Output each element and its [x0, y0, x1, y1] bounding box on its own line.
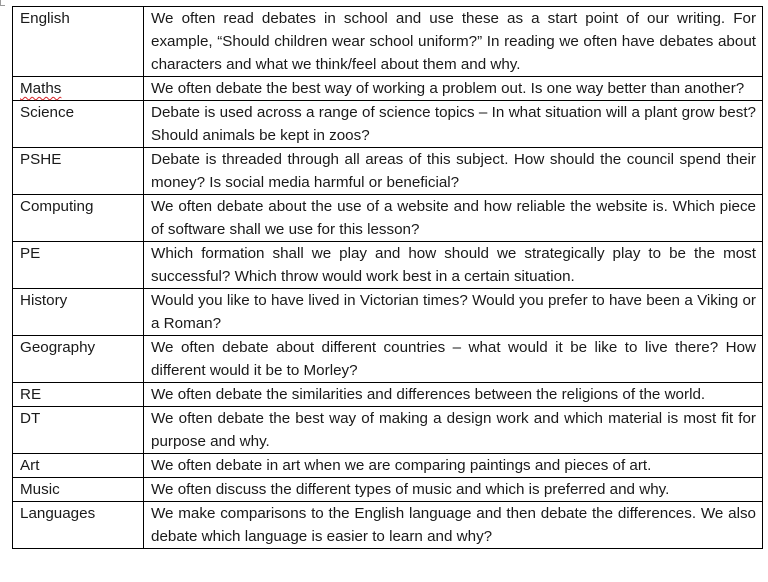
subject-cell	[13, 77, 144, 101]
subject-cell: Music	[13, 478, 144, 502]
spellcheck-underlined-word: Maths	[20, 80, 62, 97]
subject-cell: PSHE	[13, 148, 144, 195]
table-row	[13, 478, 763, 502]
description-cell: Debate is threaded through all areas of this subject. How should the council spend their money? Is social media harmful or beneficial?	[144, 148, 763, 195]
subject-cell: English	[13, 7, 144, 77]
description-cell: We often debate in art when we are comparing paintings and pieces of art.	[144, 454, 763, 478]
subject-cell: History	[13, 289, 144, 336]
subject-cell: Computing	[13, 195, 144, 242]
description-cell: We make comparisons to the English language and then debate the differences. We also debate which language is easier to learn and why?	[144, 502, 763, 549]
subject-cell: PE	[13, 242, 144, 289]
description-cell: We often debate the similarities and differences between the religions of the world.	[144, 383, 763, 407]
table-row	[13, 289, 763, 336]
table-row	[13, 454, 763, 478]
text-boundary-corner-mark	[0, 0, 5, 6]
description-cell: We often debate about the use of a website and how reliable the website is. Which piece of software shall we use for this lesson?	[144, 195, 763, 242]
description-cell: We often discuss the different types of music and which is preferred and why.	[144, 478, 763, 502]
description-cell: We often read debates in school and use these as a start point of our writing. For example, “Should children wear school uniform?” In reading we often have debates about characters and what we think/feel about them and why.	[144, 7, 763, 77]
table-row	[13, 336, 763, 383]
table-row	[13, 242, 763, 289]
table-row	[13, 7, 763, 77]
description-cell: Debate is used across a range of science topics – In what situation will a plant grow best? Should animals be kept in zoos?	[144, 101, 763, 148]
subject-cell: Geography	[13, 336, 144, 383]
description-cell: We often debate the best way of making a design work and which material is most fit for purpose and why.	[144, 407, 763, 454]
table-row	[13, 77, 763, 101]
table-row	[13, 502, 763, 549]
table-row	[13, 407, 763, 454]
table-row	[13, 383, 763, 407]
description-cell: We often debate about different countries – what would it be like to live there? How different would it be to Morley?	[144, 336, 763, 383]
subject-debate-table	[12, 6, 763, 549]
description-cell: Would you like to have lived in Victorian times? Would you prefer to have been a Viking or a Roman?	[144, 289, 763, 336]
table-row	[13, 148, 763, 195]
table-row	[13, 195, 763, 242]
subject-cell: DT	[13, 407, 144, 454]
description-cell: We often debate the best way of working a problem out. Is one way better than another?	[144, 77, 763, 101]
table-row	[13, 101, 763, 148]
description-cell: Which formation shall we play and how should we strategically play to be the most successful? Which throw would work best in a certain situation.	[144, 242, 763, 289]
subject-cell: Languages	[13, 502, 144, 549]
subject-cell: RE	[13, 383, 144, 407]
subject-cell: Science	[13, 101, 144, 148]
subject-cell: Art	[13, 454, 144, 478]
